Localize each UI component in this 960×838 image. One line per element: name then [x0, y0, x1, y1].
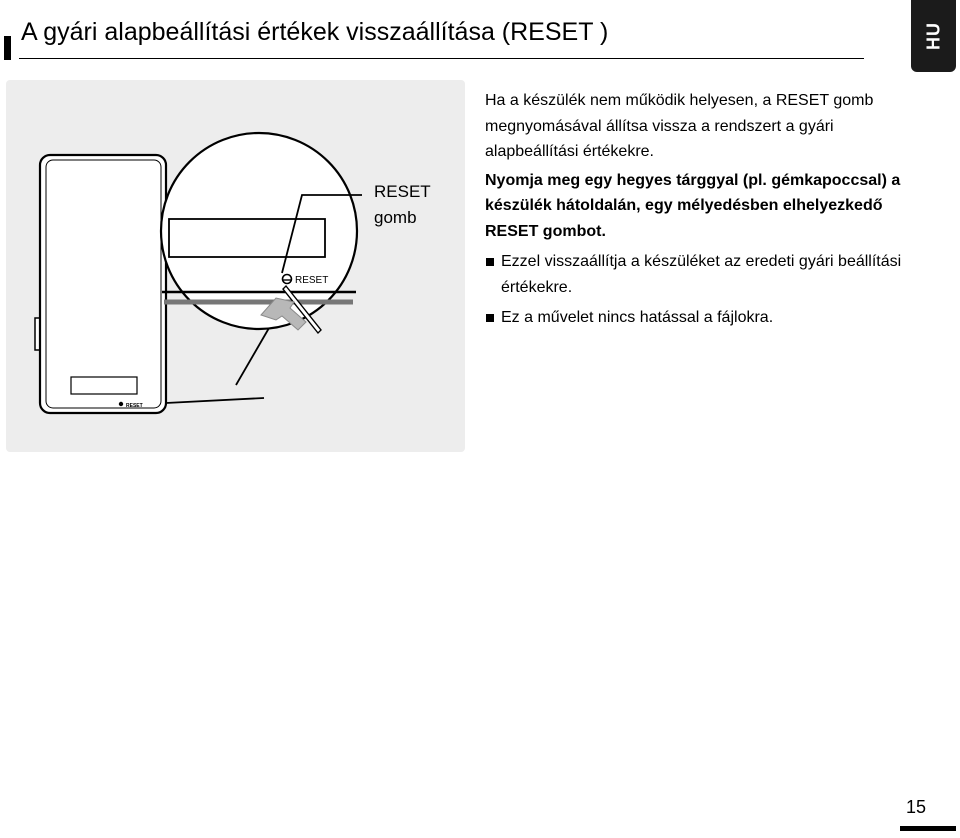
zoom-reset-hole [283, 275, 292, 284]
device-drawing [6, 80, 465, 452]
device-window [71, 377, 137, 394]
page-title: A gyári alapbeállítási értékek visszaállítása (RESET ) [21, 18, 609, 46]
callout-label-line2: gomb [374, 208, 417, 227]
bullet-square-icon [486, 258, 494, 266]
title-underline [19, 58, 864, 59]
reset-button-callout [374, 179, 431, 231]
device-reset-label: RESET [126, 403, 143, 409]
device-reset-hole [119, 402, 123, 406]
language-tab [911, 0, 956, 72]
page-header [4, 14, 864, 60]
title-marker [4, 36, 11, 60]
language-tab-label: HU [923, 22, 943, 50]
bullet-item [485, 305, 905, 331]
device-body [40, 155, 166, 413]
zoom-window [169, 219, 325, 257]
bullet-item [485, 249, 905, 300]
bullet-text: Ez a művelet nincs hatással a fájlokra. [501, 309, 774, 326]
page-number-rule [900, 826, 956, 831]
callout-label-line1: RESET [374, 182, 431, 201]
instruction-text: Nyomja meg egy hegyes tárggyal (pl. gémkapoccsal) a készülék hátoldalán, egy mélyedésben elhelyezkedő RESET gombot. [485, 171, 901, 240]
zoom-reset-label: RESET [295, 275, 329, 286]
page-number: 15 [906, 797, 927, 817]
callout-line-lower [166, 398, 264, 403]
reset-illustration [6, 80, 465, 452]
intro-text: Ha a készülék nem működik helyesen, a RESET gomb megnyomásával állítsa vissza a rendszert a gyári alapbeállítási értékekre. [485, 92, 874, 160]
callout-line-upper [236, 328, 269, 385]
bullet-text: Ezzel visszaállítja a készüléket az eredeti gyári beállítási értékekre. [501, 253, 902, 296]
instructions [485, 88, 905, 331]
bullet-square-icon [486, 314, 494, 322]
